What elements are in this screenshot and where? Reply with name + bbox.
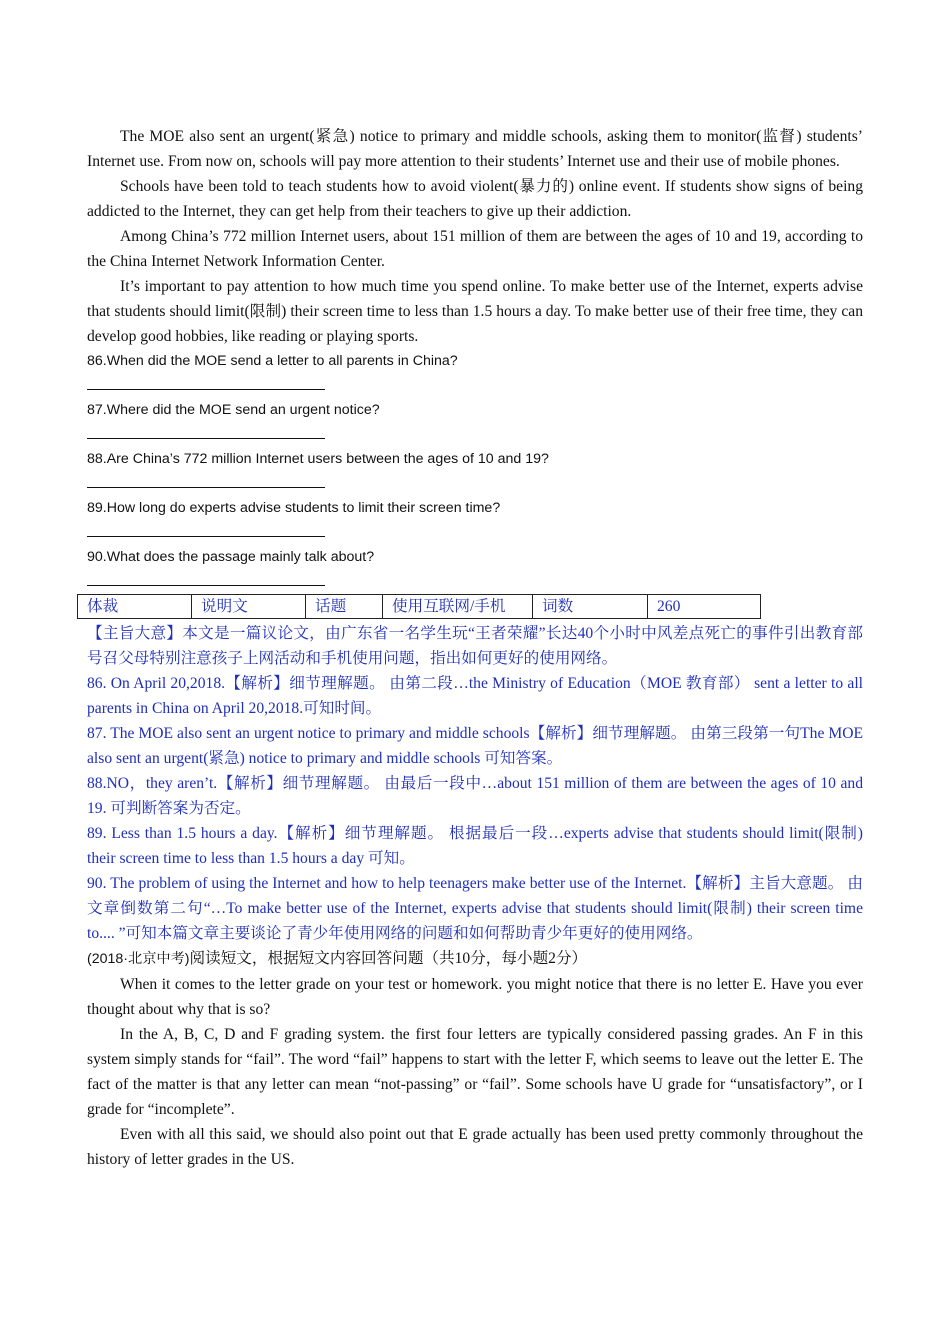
- analysis-answer-88: 88.NO，they aren’t.【解析】细节理解题。 由最后一段中…about 151 million of them are between the ages of 10 and 19. 可判断答案为否定。: [87, 775, 863, 817]
- passage1-paragraph: The MOE also sent an urgent(紧急) notice to primary and middle schools, asking them to monitor(监督) students’ Internet use. From now on, schools will pay more attention to their students’ Internet use and their use of mobile phones.: [87, 128, 863, 170]
- question-88: 88.Are China’s 772 million Internet users between the ages of 10 and 19?: [87, 451, 549, 467]
- info-cell-wordcount-value: 260: [648, 595, 761, 619]
- analysis-answer-86: 86. On April 20,2018.【解析】细节理解题。 由第二段…the Ministry of Education（MOE 教育部） sent a letter to all parents in China on April 20,2018.可知时间。: [87, 675, 863, 717]
- info-cell-genre-label: 体裁: [78, 595, 192, 619]
- passage2-instruction: 阅读短文，根据短文内容回答问题（共10分，每小题2分）: [189, 950, 588, 967]
- analysis-answer-90: 90. The problem of using the Internet and how to help teenagers make better use of the Internet.【解析】主旨大意题。 由文章倒数第二句“…To make better use of the Internet, experts advise that students should limit(限制) their screen time to.... ”可知本篇文章主要谈论了青少年使用网络的问题和如何帮助青少年更好的使用网络。: [87, 875, 863, 942]
- passage2-paragraph: In the A, B, C, D and F grading system. the first four letters are typically considered passing grades. An F in this system simply stands for “fail”. The word “fail” happens to start with the letter F, which seems to leave out the letter E. The fact of the matter is that any letter can mean “not-passing” or “fail”. Some schools have U grade for “unsatisfactory”, or I grade for “incomplete”.: [87, 1026, 863, 1118]
- answer-line-88: [87, 487, 325, 488]
- passage1-paragraph: It’s important to pay attention to how much time you spend online. To make better use of the Internet, experts advise that students should limit(限制) their screen time to less than 1.5 hours a day. To make better use of their free time, they can develop good hobbies, like reading or playing sports.: [87, 278, 863, 345]
- passage2-source: (2018·北京中考): [87, 951, 190, 967]
- info-cell-topic-value: 使用互联网/手机: [383, 595, 533, 619]
- analysis-answer-89: 89. Less than 1.5 hours a day.【解析】细节理解题。 根据最后一段…experts advise that students should limit(限制) their screen time to less than 1.5 hours a day 可知。: [87, 825, 863, 867]
- info-table-row: [78, 595, 761, 619]
- passage2-paragraph: When it comes to the letter grade on your test or homework. you might notice that there is no letter E. Have you ever thought about why that is so?: [87, 976, 863, 1018]
- analysis-summary: 【主旨大意】本文是一篇议论文，由广东省一名学生玩“王者荣耀”长达40个小时中风差点死亡的事件引出教育部号召父母特别注意孩子上网活动和手机使用问题，指出如何更好的使用网络。: [87, 625, 863, 667]
- question-89: 89.How long do experts advise students to limit their screen time?: [87, 500, 501, 516]
- answer-line-87: [87, 438, 325, 439]
- question-87: 87.Where did the MOE send an urgent notice?: [87, 402, 380, 418]
- info-table: [77, 594, 761, 619]
- info-cell-topic-label: 话题: [306, 595, 383, 619]
- question-86: 86.When did the MOE send a letter to all parents in China?: [87, 353, 458, 369]
- passage1-paragraph: Schools have been told to teach students how to avoid violent(暴力的) online event. If students show signs of being addicted to the Internet, they can get help from their teachers to give up their addiction.: [87, 178, 863, 220]
- answer-line-90: [87, 585, 325, 586]
- answer-line-89: [87, 536, 325, 537]
- page-content: [87, 124, 863, 1172]
- passage2-paragraph: Even with all this said, we should also point out that E grade actually has been used pretty commonly throughout the history of letter grades in the US.: [87, 1126, 863, 1168]
- info-cell-genre-value: 说明文: [192, 595, 306, 619]
- info-cell-wordcount-label: 词数: [533, 595, 648, 619]
- question-90: 90.What does the passage mainly talk about?: [87, 549, 375, 565]
- passage2-header: [87, 946, 863, 972]
- passage1-paragraph: Among China’s 772 million Internet users, about 151 million of them are between the ages of 10 and 19, according to the China Internet Network Information Center.: [87, 228, 863, 270]
- analysis-answer-87: 87. The MOE also sent an urgent notice to primary and middle schools【解析】细节理解题。 由第三段第一句The MOE also sent an urgent(紧急) notice to primary and middle schools 可知答案。: [87, 725, 863, 767]
- answer-line-86: [87, 389, 325, 390]
